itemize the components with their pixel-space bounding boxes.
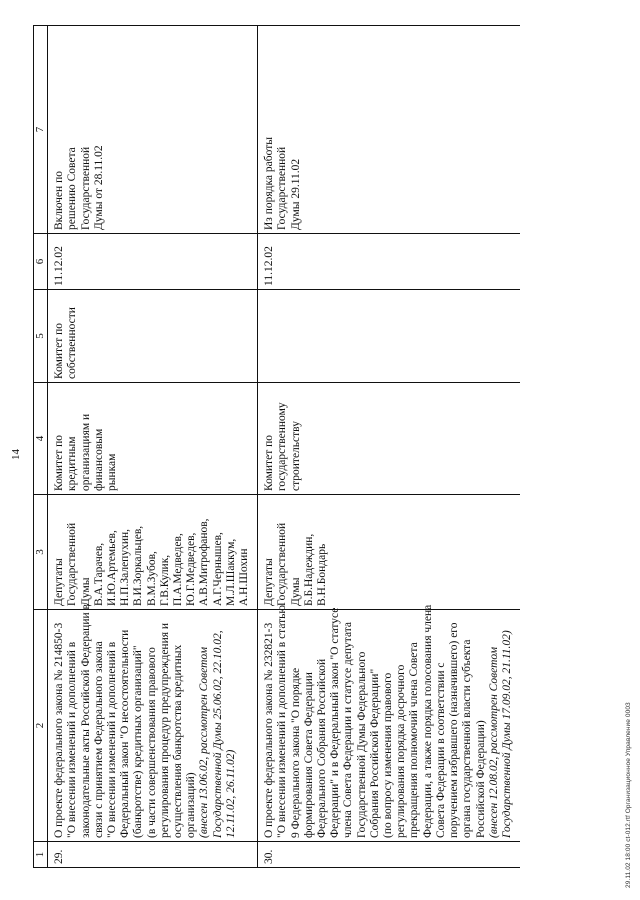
author-line: В.М.Зубов, — [145, 551, 158, 606]
author-line: Н.П.Залепухин, — [119, 528, 132, 606]
bill-title-line: (по вопросу изменения правового — [382, 672, 395, 838]
co-executor-committee-cell — [48, 290, 258, 383]
author-line: Депутаты — [263, 558, 276, 606]
bill-history-line: Государственной Думы 17.09.02, 21.11.02) — [500, 630, 513, 838]
bill-title-line: (банкротстве) кредитных организаций" — [132, 645, 145, 838]
column-header-5: 5 — [34, 290, 48, 383]
bill-title-line: связи с принятием Федерального закона — [92, 641, 105, 838]
bill-title-line: Собрания Российской Федерации" — [368, 668, 381, 838]
authors-cell — [258, 495, 520, 610]
author-line: Б.Б.Надеждин, — [302, 533, 315, 606]
author-line: Г.В.Кулик, — [158, 554, 171, 606]
bill-title-line: О проекте федерального закона № 232821-3 — [263, 622, 276, 838]
bill-title-line: "О внесении изменений и дополнений в — [106, 641, 119, 838]
bill-title-line: "О внесении изменений и дополнений в статью — [276, 604, 289, 838]
bill-title-line: поручением избравшего (назначившего) его — [448, 622, 461, 838]
bill-title-line: Федерального Собрания Российской — [316, 658, 329, 838]
date-cell: 11.12.02 — [258, 234, 520, 290]
bill-title-line: осуществления банкротства кредитных — [172, 644, 185, 838]
bill-title-line: 9 Федерального закона "О порядке — [289, 667, 302, 838]
bill-title-line: Федерации" и в Федеральный закон "О статусе — [329, 607, 342, 838]
committee-line: организациям и — [79, 413, 92, 491]
author-line: П.А.Медведев, — [172, 533, 185, 606]
author-line: Ю.Г.Медведев, — [185, 532, 198, 606]
note-line: Государственной — [79, 146, 92, 230]
bill-description-cell — [258, 604, 520, 842]
note-line: Государственной — [276, 146, 289, 230]
committee-line: финансовым — [92, 428, 105, 491]
bill-title-line: Государственной Думы Федерального — [355, 651, 368, 838]
column-header-4: 4 — [34, 383, 48, 495]
bill-history-line: Государственной Думы 25.06.02, 22.10.02, — [211, 630, 224, 838]
author-line: Депутаты — [53, 558, 66, 606]
bill-title-line: (в части совершенствования правового — [145, 647, 158, 838]
author-line: Государственной — [276, 522, 289, 606]
author-line: И.Ю.Артемьев, — [106, 530, 119, 606]
author-line: В.А.Тарачев, — [92, 542, 105, 606]
note-line: Из порядка работы — [263, 137, 276, 230]
agenda-table — [33, 25, 520, 868]
author-line: А.Н.Шохин — [238, 548, 251, 606]
bill-title-line: органа государственной власти субъекта — [461, 639, 474, 838]
bill-description-cell — [48, 604, 258, 842]
bill-title-line: прекращения полномочий члена Совета — [408, 642, 421, 838]
footer-file-info: 29.11.02 18:00 ct-012.rtf Организационное Управление 0003 — [625, 702, 632, 888]
date-cell: 11.12.02 — [48, 234, 258, 290]
note-line: Думы от 28.11.02 — [92, 145, 105, 230]
bill-title-line: Федерации, а также порядка голосования члена — [421, 604, 434, 838]
bill-history-line: 12.11.02, 26.11.02) — [224, 749, 237, 838]
table-row — [258, 26, 520, 868]
note-line: Включен по — [53, 171, 66, 230]
responsible-committee-cell — [48, 383, 258, 495]
note-line: Думы 29.11.02 — [289, 158, 302, 230]
bill-title-line: формирования Совета Федерации — [302, 672, 315, 838]
committee-line: государственному — [276, 402, 289, 491]
bill-title-line: "О внесении изменений и дополнений в — [66, 641, 79, 838]
row-number: 30. — [258, 842, 520, 868]
bill-title-line: регулирования процедур предупреждения и — [158, 622, 171, 838]
author-line: А.В.Митрофанов, — [198, 518, 211, 606]
bill-title-line: регулирования порядка досрочного — [395, 664, 408, 838]
bill-title-line: Федеральный закон "О несостоятельности — [119, 629, 132, 838]
author-line: А.Г.Чернышев, — [211, 532, 224, 606]
committee-line: Комитет по — [53, 435, 66, 491]
committee-line: Комитет по — [263, 435, 276, 491]
page-number: 14 — [10, 449, 22, 460]
column-number-row — [34, 26, 48, 868]
bill-title-line: законодательные акты Российской Федерации в — [79, 604, 92, 838]
responsible-committee-cell — [258, 383, 520, 495]
column-header-7: 7 — [34, 26, 48, 234]
committee-line: строительству — [289, 421, 302, 491]
column-header-3: 3 — [34, 495, 48, 610]
author-line: М.Л.Шаккум, — [224, 538, 237, 606]
column-header-2: 2 — [34, 610, 48, 842]
bill-title-line: Совета Федерации в соответствии с — [434, 662, 447, 838]
bill-title-line: Российской Федерации) — [474, 720, 487, 838]
table-row — [48, 26, 258, 868]
author-line: Государственной — [66, 522, 79, 606]
author-line: В.И.Зоркальцев, — [132, 525, 145, 606]
author-line: Думы — [289, 577, 302, 606]
note-cell — [258, 26, 520, 234]
column-header-6: 6 — [34, 234, 48, 290]
note-line: решению Совета — [66, 147, 79, 230]
bill-history-line: (внесен 12.08.02, рассмотрен Советом — [487, 646, 500, 838]
column-header-1: 1 — [34, 842, 48, 868]
bill-title-line: О проекте федерального закона № 214850-3 — [53, 622, 66, 838]
note-cell — [48, 26, 258, 234]
bill-history-line: (внесен 13.06.02, рассмотрен Советом — [198, 646, 211, 838]
co-executor-committee-cell — [258, 290, 520, 383]
bill-title-line: члена Совета Федерации и статусе депутата — [342, 621, 355, 838]
row-number: 29. — [48, 842, 258, 868]
committee-line: кредитным — [66, 436, 79, 491]
bill-title-line: организаций) — [185, 772, 198, 838]
co-committee-line: Комитет по — [53, 323, 66, 379]
author-line: В.Н.Бондарь — [316, 543, 329, 606]
authors-cell — [48, 495, 258, 610]
committee-line: рынкам — [106, 453, 119, 491]
co-committee-line: собственности — [66, 307, 79, 379]
author-line: Думы — [79, 577, 92, 606]
